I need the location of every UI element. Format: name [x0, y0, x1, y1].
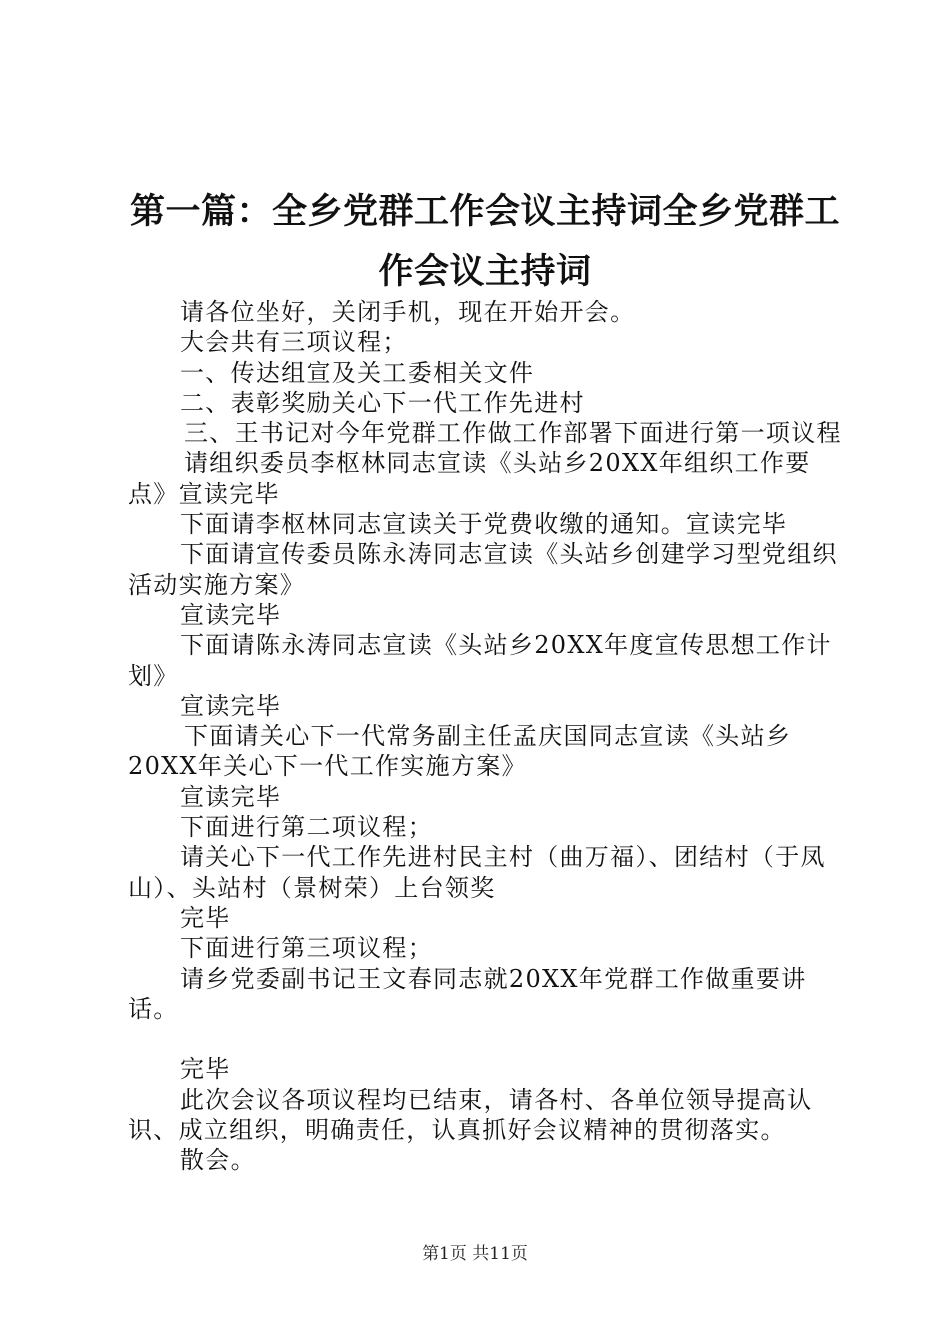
paragraph: 二、表彰奖励关心下一代工作先进村 [180, 388, 585, 417]
paragraph: 下面进行第三项议程； [180, 934, 433, 963]
document-body [128, 297, 842, 1176]
paragraph: 下面请陈永涛同志宣读《头站乡20XX年度宣传思想工作计划》 [128, 631, 832, 690]
paragraph: 下面进行第二项议程； [180, 813, 433, 842]
paragraph: 此次会议各项议程均已结束，请各村、各单位领导提高认识、成立组织，明确责任，认真抓好会议精神的贯彻落实。 [128, 1085, 813, 1145]
paragraph: 一、传达组宣及关工委相关文件 [180, 358, 535, 387]
paragraph: 请关心下一代工作先进村民主村（曲万福）、团结村（于凤山）、头站村（景树荣）上台领奖 [128, 843, 826, 902]
title-line-2: 作会议主持词 [378, 251, 592, 292]
title-line-1: 第一篇：全乡党群工作会议主持词全乡党群工 [129, 191, 840, 232]
blank-line [128, 1024, 842, 1054]
paragraph: 请各位坐好，关闭手机，现在开始开会。 [180, 298, 636, 326]
page-number: 第1页 共11页 [422, 1244, 528, 1264]
paragraph: 大会共有三项议程； [180, 328, 408, 357]
paragraph: 下面请李枢林同志宣读关于党费收缴的通知。宣读完毕 [180, 510, 788, 539]
paragraph: 下面请宣传委员陈永涛同志宣读《头站乡创建学习型党组织活动实施方案》 [128, 540, 838, 599]
paragraph: 下面请关心下一代常务副主任孟庆国同志宣读《头站乡20XX年关心下一代工作实施方案》 [128, 722, 792, 781]
paragraph: 请组织委员李枢林同志宣读《头站乡20XX年组织工作要点》宣读完毕 [128, 449, 811, 508]
paragraph: 宣读完毕 [180, 600, 282, 629]
paragraph: 散会。 [180, 1146, 256, 1175]
paragraph: 请乡党委副书记王文春同志就20XX年党群工作做重要讲话。 [128, 964, 807, 1023]
page-footer [0, 1242, 950, 1266]
paragraph: 宣读完毕 [180, 782, 282, 811]
paragraph: 完毕 [180, 903, 231, 932]
paragraph: 三、王书记对今年党群工作做工作部署下面进行第一项议程 [184, 419, 842, 448]
document-title [128, 182, 842, 302]
paragraph: 宣读完毕 [180, 691, 282, 720]
paragraph: 完毕 [180, 1055, 231, 1084]
